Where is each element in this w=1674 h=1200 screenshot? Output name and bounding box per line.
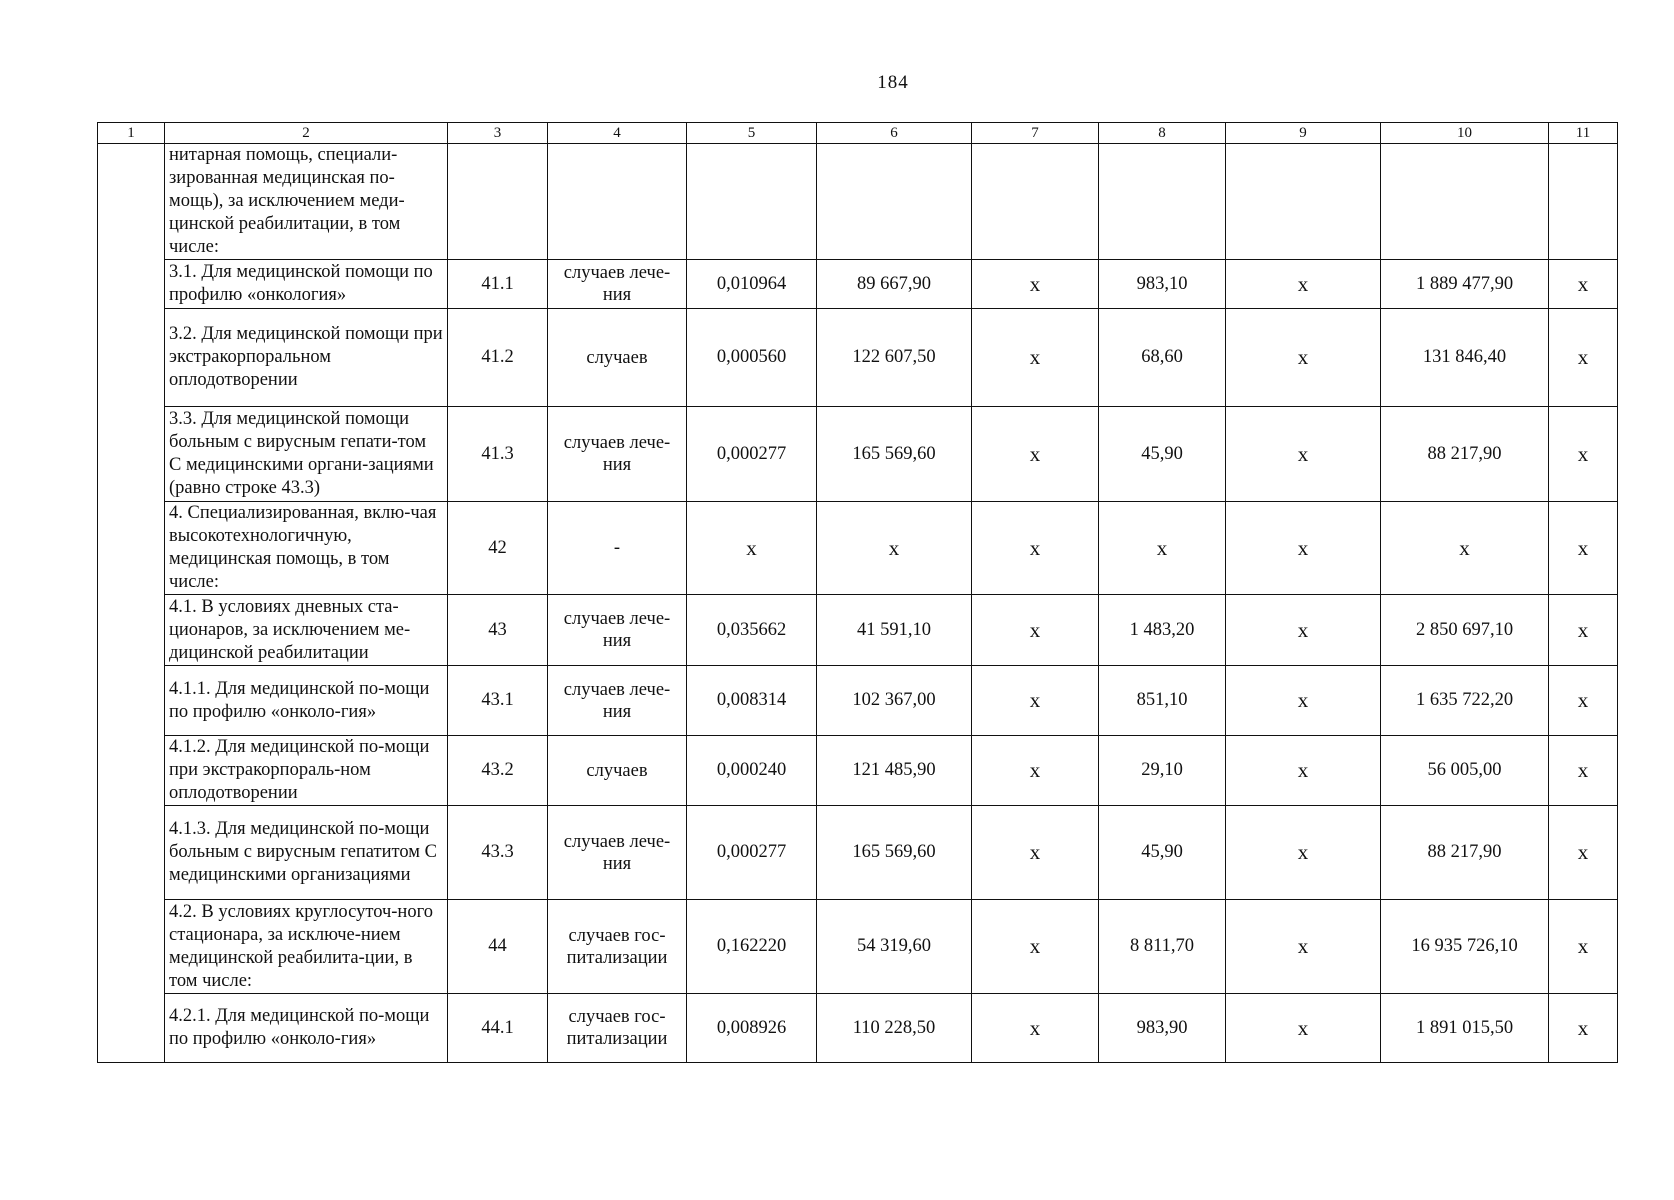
row-description: 4.1.3. Для медицинской по-мощи больным с вирусным гепатитом С медицинскими организациями: [165, 806, 448, 900]
cell-col8: 8 811,70: [1099, 900, 1226, 994]
cell-col10: 1 891 015,50: [1381, 994, 1549, 1063]
cell-col7: х: [972, 309, 1099, 407]
cell-col6: [817, 144, 972, 260]
cell-col5: 0,010964: [687, 260, 817, 309]
table-row: [98, 309, 1618, 407]
row-code: 43.2: [448, 736, 548, 806]
table-row: [98, 260, 1618, 309]
cell-col6: 110 228,50: [817, 994, 972, 1063]
cell-col10: 1 889 477,90: [1381, 260, 1549, 309]
row-code: 41.2: [448, 309, 548, 407]
column-header: 8: [1099, 123, 1226, 144]
column-header: 9: [1226, 123, 1381, 144]
cell-col5: 0,000560: [687, 309, 817, 407]
row-unit: случаев гос-питализации: [548, 994, 687, 1063]
cell-col10: 88 217,90: [1381, 806, 1549, 900]
row-unit: случаев: [548, 309, 687, 407]
cell-col10: 131 846,40: [1381, 309, 1549, 407]
column-number-row: [98, 123, 1618, 144]
cell-col9: х: [1226, 994, 1381, 1063]
cell-col10: 16 935 726,10: [1381, 900, 1549, 994]
cell-col11: х: [1549, 736, 1618, 806]
cell-col11: х: [1549, 666, 1618, 736]
cell-col10: 88 217,90: [1381, 407, 1549, 502]
table-row: [98, 666, 1618, 736]
row-unit: случаев лече-ния: [548, 806, 687, 900]
cell-col5: 0,008314: [687, 666, 817, 736]
row-description: 4.1.2. Для медицинской по-мощи при экстракорпораль-ном оплодотворении: [165, 736, 448, 806]
table-row: [98, 994, 1618, 1063]
cell-col9: х: [1226, 736, 1381, 806]
cell-col6: 165 569,60: [817, 407, 972, 502]
column-header: 1: [98, 123, 165, 144]
row-unit: случаев лече-ния: [548, 407, 687, 502]
cell-col10: 56 005,00: [1381, 736, 1549, 806]
cell-col9: х: [1226, 900, 1381, 994]
table-row: [98, 595, 1618, 666]
row-unit: случаев лече-ния: [548, 595, 687, 666]
row-unit: -: [548, 502, 687, 595]
table-row: [98, 900, 1618, 994]
cell-col9: х: [1226, 595, 1381, 666]
row-description: 4.2.1. Для медицинской по-мощи по профилю «онколо-гия»: [165, 994, 448, 1063]
cell-col7: х: [972, 994, 1099, 1063]
cell-col8: 983,90: [1099, 994, 1226, 1063]
cell-col7: х: [972, 595, 1099, 666]
row-code: [448, 144, 548, 260]
column-header: 10: [1381, 123, 1549, 144]
row-description: 3.1. Для медицинской помощи по профилю «онкология»: [165, 260, 448, 309]
cell-col5: 0,035662: [687, 595, 817, 666]
column-header: 6: [817, 123, 972, 144]
cell-col9: х: [1226, 806, 1381, 900]
cell-col6: 121 485,90: [817, 736, 972, 806]
row-description: 4.1. В условиях дневных ста-ционаров, за исключением ме-дицинской реабилитации: [165, 595, 448, 666]
cell-col11: х: [1549, 260, 1618, 309]
row-description: 4.1.1. Для медицинской по-мощи по профилю «онколо-гия»: [165, 666, 448, 736]
cell-col11: х: [1549, 806, 1618, 900]
cell-col9: х: [1226, 666, 1381, 736]
cell-col7: х: [972, 736, 1099, 806]
cell-col8: х: [1099, 502, 1226, 595]
row-code: 44.1: [448, 994, 548, 1063]
cell-col8: 1 483,20: [1099, 595, 1226, 666]
row-description: 4.2. В условиях круглосуточ-ного стационара, за исключе-нием медицинской реабилита-ции, в том числе:: [165, 900, 448, 994]
cell-col11: х: [1549, 407, 1618, 502]
cell-col6: 54 319,60: [817, 900, 972, 994]
row-description: 3.2. Для медицинской помощи при экстракорпоральном оплодотворении: [165, 309, 448, 407]
column-header: 5: [687, 123, 817, 144]
row-unit: случаев гос-питализации: [548, 900, 687, 994]
row-code: 41.3: [448, 407, 548, 502]
cell-col9: х: [1226, 407, 1381, 502]
table-row: [98, 736, 1618, 806]
row-code: 43: [448, 595, 548, 666]
cell-col8: 68,60: [1099, 309, 1226, 407]
cell-col7: х: [972, 900, 1099, 994]
cell-col9: х: [1226, 260, 1381, 309]
cell-col8: 29,10: [1099, 736, 1226, 806]
cell-col9: [1226, 144, 1381, 260]
cell-col11: х: [1549, 309, 1618, 407]
table-row: [98, 806, 1618, 900]
table-row: [98, 502, 1618, 595]
cell-col5: [687, 144, 817, 260]
cell-col11: х: [1549, 994, 1618, 1063]
cell-col11: [1549, 144, 1618, 260]
page-number: 184: [877, 72, 909, 93]
cell-col10: 1 635 722,20: [1381, 666, 1549, 736]
cell-col8: 45,90: [1099, 407, 1226, 502]
cell-col5: 0,000277: [687, 806, 817, 900]
cell-col8: 983,10: [1099, 260, 1226, 309]
cell-col5: х: [687, 502, 817, 595]
row-code: 43.1: [448, 666, 548, 736]
data-table: [97, 122, 1618, 1063]
table-row: [98, 144, 1618, 260]
cell-col6: 102 367,00: [817, 666, 972, 736]
cell-col6: х: [817, 502, 972, 595]
cell-col5: 0,162220: [687, 900, 817, 994]
row-description: 4. Специализированная, вклю-чая высокотехнологичную, медицинская помощь, в том числе:: [165, 502, 448, 595]
cell-col7: х: [972, 260, 1099, 309]
cell-col6: 41 591,10: [817, 595, 972, 666]
column-header: 4: [548, 123, 687, 144]
cell-col7: х: [972, 407, 1099, 502]
row-code: 42: [448, 502, 548, 595]
cell-col6: 89 667,90: [817, 260, 972, 309]
cell-col9: х: [1226, 309, 1381, 407]
cell-col7: [972, 144, 1099, 260]
cell-col8: 851,10: [1099, 666, 1226, 736]
column-header: 11: [1549, 123, 1618, 144]
cell-col7: х: [972, 666, 1099, 736]
cell-col11: х: [1549, 900, 1618, 994]
cell-col8: [1099, 144, 1226, 260]
column-header: 2: [165, 123, 448, 144]
cell-col6: 165 569,60: [817, 806, 972, 900]
row-unit: [548, 144, 687, 260]
cell-col10: [1381, 144, 1549, 260]
column-header: 3: [448, 123, 548, 144]
row-unit: случаев: [548, 736, 687, 806]
column-header: 7: [972, 123, 1099, 144]
cell-col7: х: [972, 502, 1099, 595]
row-unit: случаев лече-ния: [548, 260, 687, 309]
row-code: 43.3: [448, 806, 548, 900]
cell-col8: 45,90: [1099, 806, 1226, 900]
cell-col5: 0,000240: [687, 736, 817, 806]
cell-col7: х: [972, 806, 1099, 900]
row-number-cell: [98, 144, 165, 1063]
cell-col10: х: [1381, 502, 1549, 595]
cell-col5: 0,008926: [687, 994, 817, 1063]
cell-col10: 2 850 697,10: [1381, 595, 1549, 666]
row-code: 44: [448, 900, 548, 994]
table-row: [98, 407, 1618, 502]
cell-col9: х: [1226, 502, 1381, 595]
cell-col5: 0,000277: [687, 407, 817, 502]
cell-col6: 122 607,50: [817, 309, 972, 407]
cell-col11: х: [1549, 595, 1618, 666]
row-code: 41.1: [448, 260, 548, 309]
row-description: нитарная помощь, специали-зированная медицинская по-мощь), за исключением меди-цинской реабилитации, в том числе:: [165, 144, 448, 260]
cell-col11: х: [1549, 502, 1618, 595]
row-unit: случаев лече-ния: [548, 666, 687, 736]
row-description: 3.3. Для медицинской помощи больным с вирусным гепати-том С медицинскими органи-зациями (равно строке 43.3): [165, 407, 448, 502]
